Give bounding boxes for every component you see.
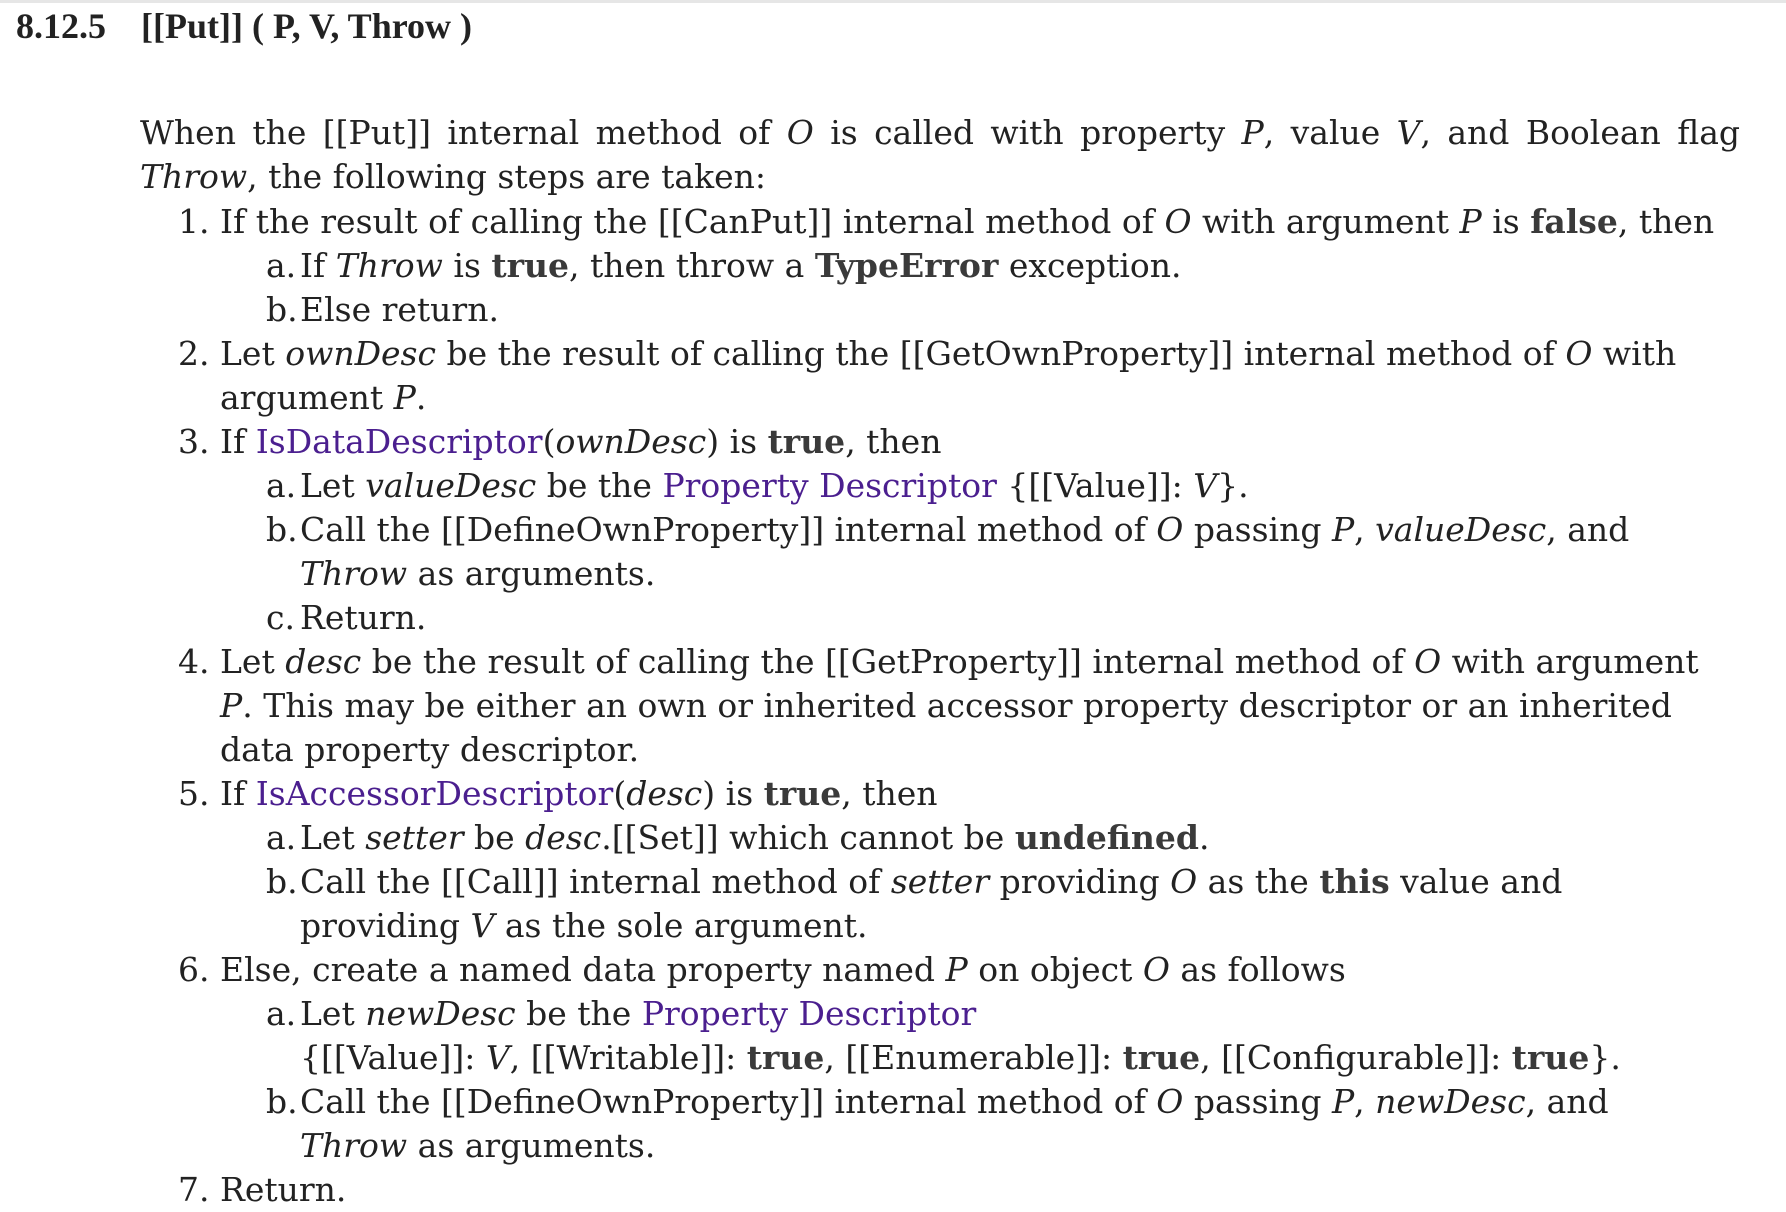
step-7: 7. Return. <box>220 1168 1720 1212</box>
intro-paragraph: When the [[Put]] internal method of O is called with property P, value V, and Boolean flag Throw, the following steps are taken: <box>140 113 1740 196</box>
step-3c: c. Return. <box>266 598 427 637</box>
step-5b: b. Call the [[Call]] internal method of setter providing O as the this value and providing V as the sole argument. <box>266 862 1563 945</box>
isdatadescriptor-link[interactable]: IsDataDescriptor <box>255 422 543 461</box>
step-6-substeps <box>220 992 1720 1168</box>
section-title: [[Put]] ( P, V, Throw ) <box>141 6 473 46</box>
step-3-substeps <box>220 464 1720 640</box>
step-5-substeps <box>220 816 1720 948</box>
step-3b: b. Call the [[DefineOwnProperty]] internal method of O passing P, valueDesc, and Throw as arguments. <box>266 510 1630 593</box>
step-6b: b. Call the [[DefineOwnProperty]] internal method of O passing P, newDesc, and Throw as arguments. <box>266 1082 1609 1165</box>
section-heading <box>16 2 472 50</box>
step-5a: a. Let setter be desc.[[Set]] which cannot be undefined. <box>266 818 1210 857</box>
section-number: 8.12.5 <box>16 6 106 46</box>
property-descriptor-link-2[interactable]: Property Descriptor <box>641 994 977 1033</box>
step-3a: a. Let valueDesc be the Property Descriptor {[[Value]]: V}. <box>266 466 1249 505</box>
isaccessordescriptor-link[interactable]: IsAccessorDescriptor <box>255 774 614 813</box>
step-1: 1. If the result of calling the [[CanPut]] internal method of O with argument P is false, then a. If Throw is true, then throw a TypeError exception. b. Else return. <box>220 200 1720 332</box>
step-3: 3. If IsDataDescriptor(ownDesc) is true, then a. Let valueDesc be the Property Descriptor {[[Value]]: V}. b. Call the [[DefineOwnProperty]] internal method of O passing P, valueDesc, and Throw as arguments. c. Return. <box>220 420 1720 640</box>
step-1-substeps <box>220 244 1720 332</box>
step-2: 2. Let ownDesc be the result of calling the [[GetOwnProperty]] internal method of O with argument P. <box>220 332 1720 420</box>
step-4: 4. Let desc be the result of calling the [[GetProperty]] internal method of O with argument P. This may be either an own or inherited accessor property descriptor or an inherited data property descriptor. <box>220 640 1720 772</box>
step-1b: b. Else return. <box>266 290 499 329</box>
algorithm-steps <box>220 200 1720 1212</box>
step-6: 6. Else, create a named data property named P on object O as follows a. Let newDesc be the Property Descriptor {[[Value]]: V, [[Writable]]: true, [[Enumerable]]: true, [[Configurable]]: true}. b. Call the [[DefineOwnProperty]] internal method of O passing P, newDesc, and Throw as arguments. <box>220 948 1720 1168</box>
step-5: 5. If IsAccessorDescriptor(desc) is true, then a. Let setter be desc.[[Set]] which cannot be undefined. b. Call the [[Call]] internal method of setter providing O as the this value and providing V as the sole argument. <box>220 772 1720 948</box>
step-6a: a. Let newDesc be the Property Descriptor {[[Value]]: V, [[Writable]]: true, [[Enumerable]]: true, [[Configurable]]: true}. <box>266 994 1621 1077</box>
step-1a: a. If Throw is true, then throw a TypeError exception. <box>266 246 1182 285</box>
property-descriptor-link[interactable]: Property Descriptor <box>662 466 997 505</box>
